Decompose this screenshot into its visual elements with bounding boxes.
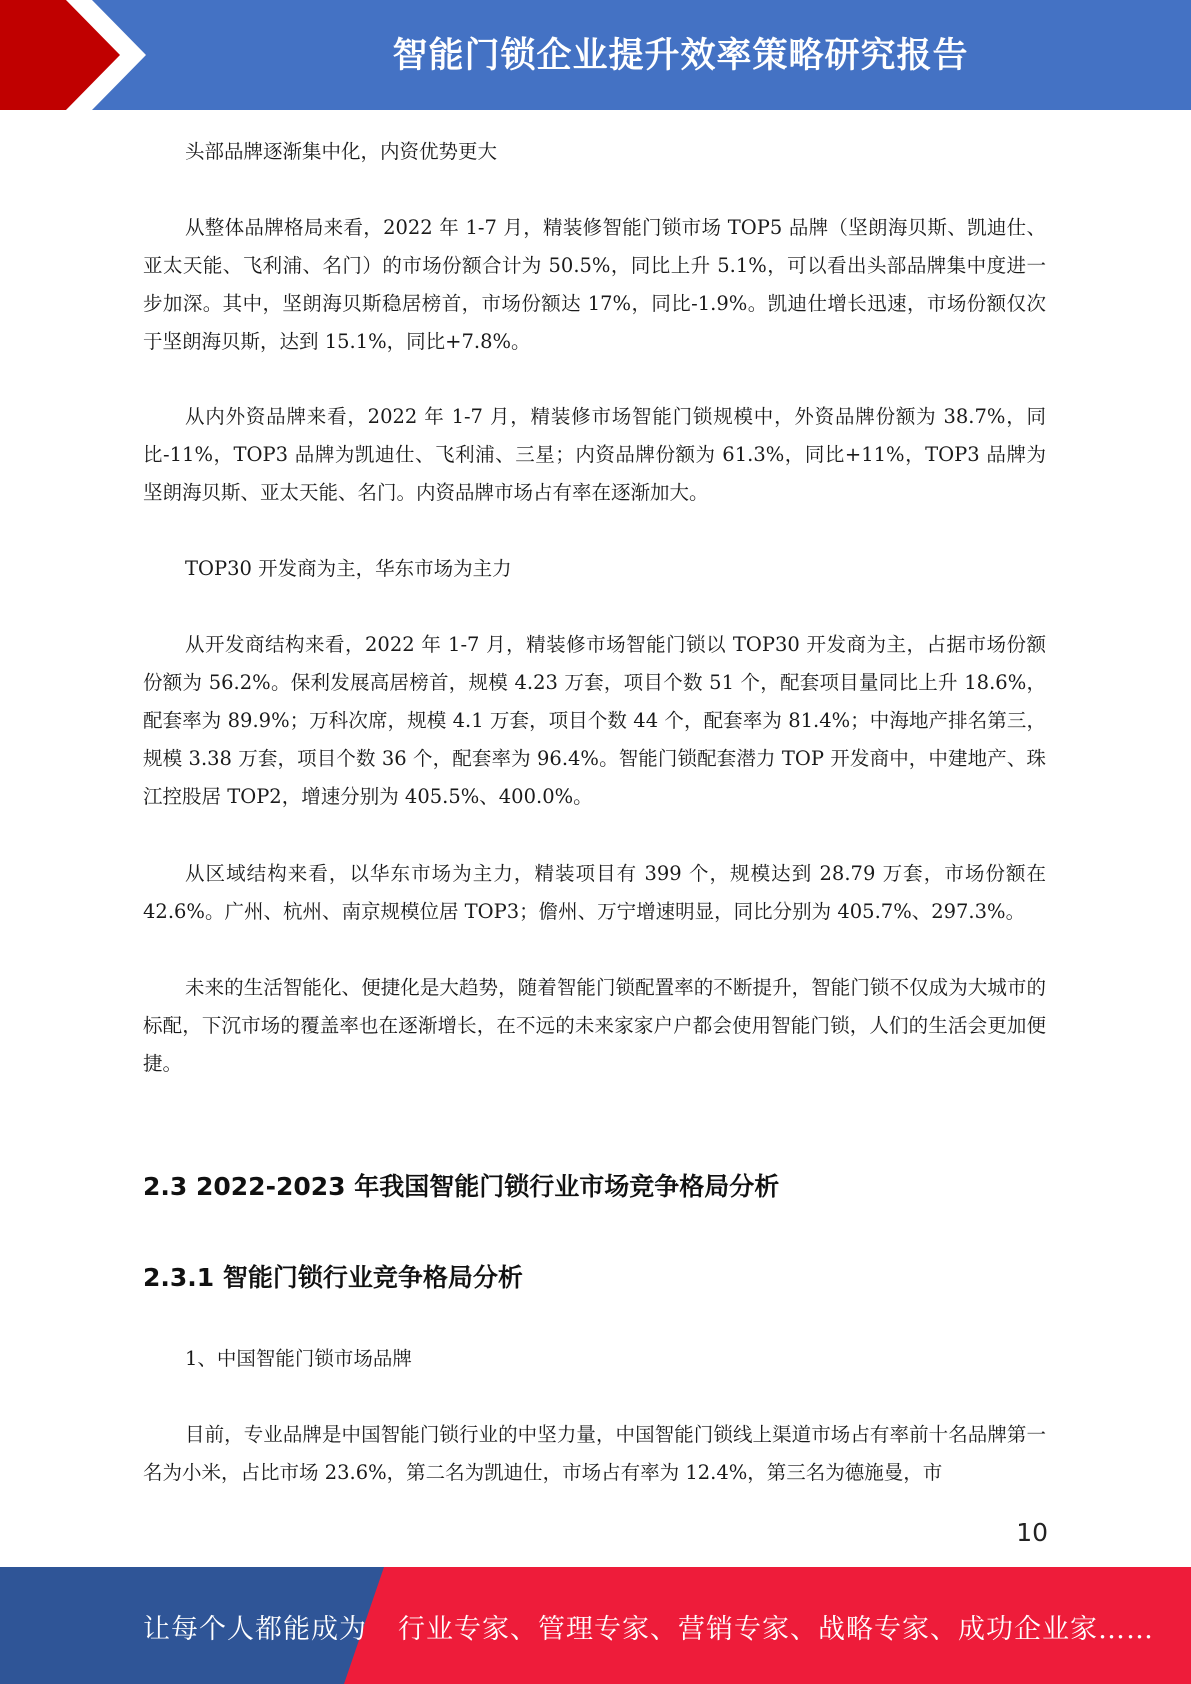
list-item-china-brands: 1、中国智能门锁市场品牌 — [185, 1347, 412, 1370]
paragraph-developer-structure: 从开发商结构来看，2022 年 1-7 月，精装修市场智能门锁以 TOP30 开发商为主，占据市场份额份额为 56.2%。保利发展高居榜首，规模 4.23 万套，项目个数 51 个，配套项目量同比上升 18.6%，配套率为 89.9%；万科次席，规模 4.1 万套，项目个数 44 个，配套率为 81.4%；中海地产排名第三，规模 3.38 万套，项目个数 36 个，配套率为 96.4%。智能门锁配套潜力 TOP 开发商中，中建地产、珠江控股居 TOP2，增速分别为 405.5%、400.0%。 — [143, 633, 1046, 808]
paragraph-regional-structure: 从区域结构来看，以华东市场为主力，精装项目有 399 个，规模达到 28.79 万套，市场份额在 42.6%。广州、杭州、南京规模位居 TOP3；儋州、万宁增速明显，同比分别为 405.7%、297.3%。 — [143, 862, 1046, 923]
page-number: 10 — [1016, 1518, 1048, 1547]
page-header — [0, 0, 1191, 110]
paragraph-brand-landscape: 从整体品牌格局来看，2022 年 1-7 月，精装修智能门锁市场 TOP5 品牌（坚朗海贝斯、凯迪仕、亚太天能、飞利浦、名门）的市场份额合计为 50.5%，同比上升 5.1%，可以看出头部品牌集中度进一步加深。其中，坚朗海贝斯稳居榜首，市场份额达 17%，同比-1.9%。凯迪仕增长迅速，市场份额仅次于坚朗海贝斯，达到 15.1%，同比+7.8%。 — [143, 216, 1046, 353]
footer-slogan-right: 行业专家、管理专家、营销专家、战略专家、成功企业家…… — [398, 1614, 1154, 1645]
header-title: 智能门锁企业提升效率策略研究报告 — [392, 36, 969, 76]
section-heading-2-3-1: 2.3.1 智能门锁行业竞争格局分析 — [143, 1263, 523, 1292]
section-heading-2-3: 2.3 2022-2023 年我国智能门锁行业市场竞争格局分析 — [143, 1172, 780, 1201]
subheading-brand-concentration: 头部品牌逐渐集中化，内资优势更大 — [185, 140, 498, 163]
footer-slogan-left: 让每个人都能成为 — [143, 1614, 367, 1645]
page-footer — [0, 1567, 1191, 1684]
paragraph-market-brands: 目前，专业品牌是中国智能门锁行业的中坚力量，中国智能门锁线上渠道市场占有率前十名品牌第一名为小米，占比市场 23.6%，第二名为凯迪仕，市场占有率为 12.4%，第三名为德施曼，市 — [143, 1423, 1046, 1484]
paragraph-future-trend: 未来的生活智能化、便捷化是大趋势，随着智能门锁配置率的不断提升，智能门锁不仅成为大城市的标配，下沉市场的覆盖率也在逐渐增长，在不远的未来家家户户都会使用智能门锁，人们的生活会更加便捷。 — [143, 976, 1046, 1075]
subheading-top30-developers: TOP30 开发商为主，华东市场为主力 — [185, 557, 512, 580]
paragraph-domestic-foreign: 从内外资品牌来看，2022 年 1-7 月，精装修市场智能门锁规模中，外资品牌份额为 38.7%，同比-11%，TOP3 品牌为凯迪仕、飞利浦、三星；内资品牌份额为 61.3%，同比+11%，TOP3 品牌为坚朗海贝斯、亚太天能、名门。内资品牌市场占有率在逐渐加大。 — [143, 405, 1046, 504]
